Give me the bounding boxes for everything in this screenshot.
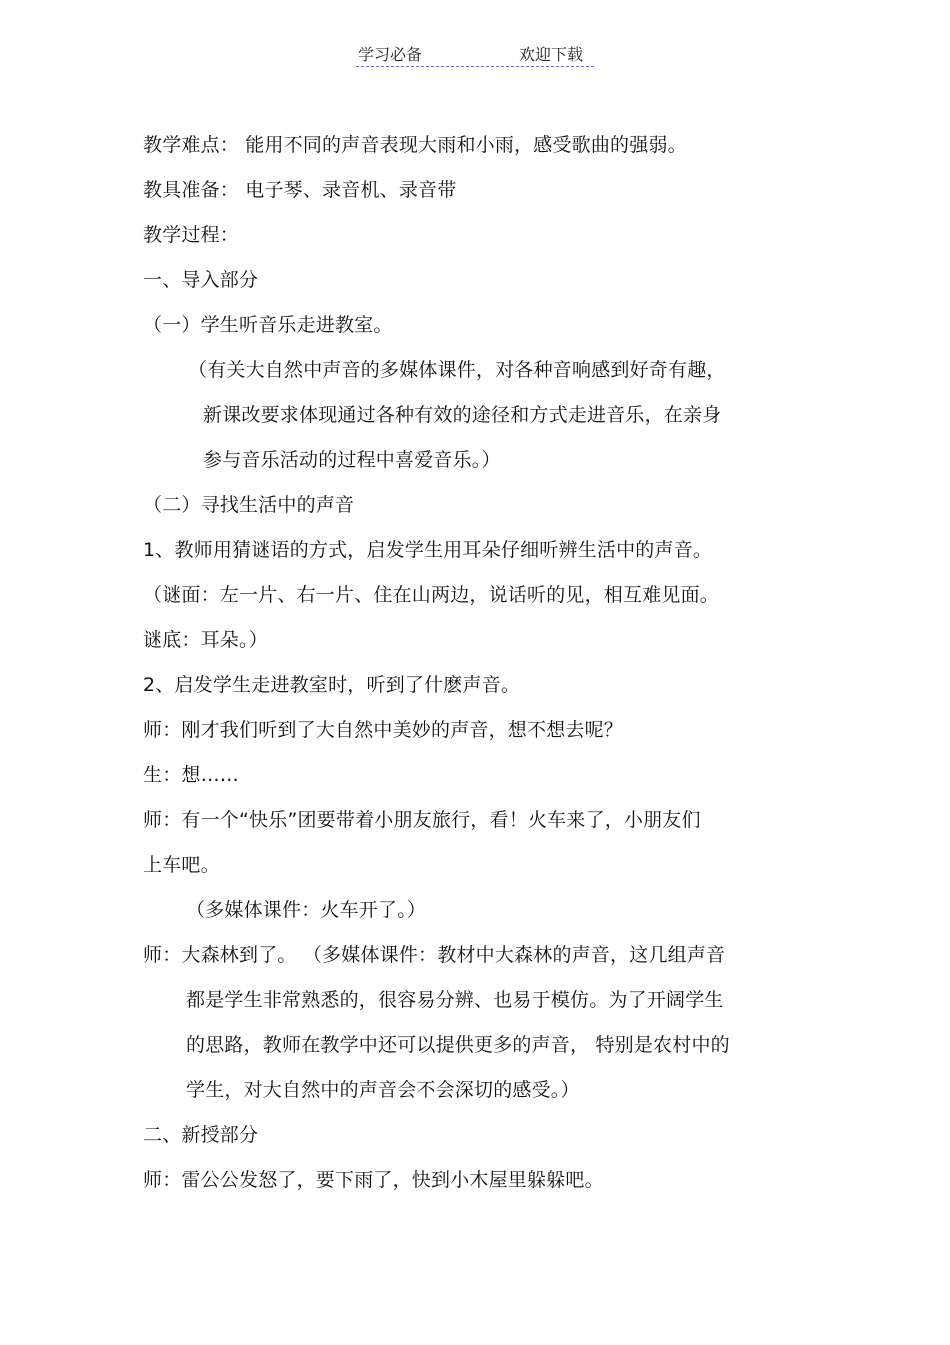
text-line-teacher-2-cont: 上车吧。 xyxy=(143,854,220,876)
header-right-text: 欢迎下载 xyxy=(519,45,584,64)
text-line-subsection-1: （一）学生听音乐走进教室。 xyxy=(143,314,393,336)
text-line-teacher-3-cont-3: 学生，对大自然中的声音会不会深切的感受。） xyxy=(186,1079,580,1101)
text-line-student-1: 生：想…… xyxy=(143,764,240,786)
text-line-teaching-difficulty: 教学难点： 能用不同的声音表现大雨和小雨，感受歌曲的强弱。 xyxy=(143,134,687,156)
text-line-multimedia-train: （多媒体课件：火车开了。） xyxy=(186,899,427,921)
text-line-note-3: 参与音乐活动的过程中喜爱音乐。） xyxy=(203,449,501,471)
header-left-text: 学习必备 xyxy=(358,45,423,64)
section-heading-intro: 一、导入部分 xyxy=(143,269,259,291)
text-line-item-1: 1、教师用猜谜语的方式，启发学生用耳朵仔细听辨生活中的声音。 xyxy=(143,539,713,561)
text-line-teacher-1: 师：刚才我们听到了大自然中美妙的声音，想不想去呢？ xyxy=(143,719,624,741)
text-line-teacher-3-cont-1: 都是学生非常熟悉的，很容易分辨、也易于模仿。为了开阔学生 xyxy=(186,989,724,1011)
page-header xyxy=(356,40,594,67)
text-line-note-1: （有关大自然中声音的多媒体课件，对各种音响感到好奇有趣， xyxy=(188,359,726,381)
text-line-teacher-3-cont-2: 的思路，教师在教学中还可以提供更多的声音， 特别是农村中的 xyxy=(186,1034,730,1056)
text-line-note-2: 新课改要求体现通过各种有效的途径和方式走进音乐，在亲身 xyxy=(203,404,722,426)
text-line-riddle-answer: 谜底：耳朵。） xyxy=(143,629,268,651)
text-line-teacher-2: 师：有一个“快乐”团要带着小朋友旅行，看！火车来了，小朋友们 xyxy=(143,809,701,831)
text-line-teacher-4: 师：雷公公发怒了，要下雨了，快到小木屋里躲躲吧。 xyxy=(143,1169,604,1191)
text-line-riddle: （谜面：左一片、右一片、住在山两边，说话听的见，相互难见面。 xyxy=(143,584,720,606)
text-line-teacher-3: 师：大森林到了。 （多媒体课件：教材中大森林的声音，这几组声音 xyxy=(143,944,726,966)
section-heading-new-lesson: 二、新授部分 xyxy=(143,1124,259,1146)
text-line-item-2: 2、启发学生走进教室时，听到了什麽声音。 xyxy=(143,674,521,696)
text-line-teaching-aids: 教具准备： 电子琴、录音机、录音带 xyxy=(143,179,457,201)
text-line-teaching-process: 教学过程： xyxy=(143,224,240,246)
text-line-subsection-2: （二）寻找生活中的声音 xyxy=(143,494,355,516)
